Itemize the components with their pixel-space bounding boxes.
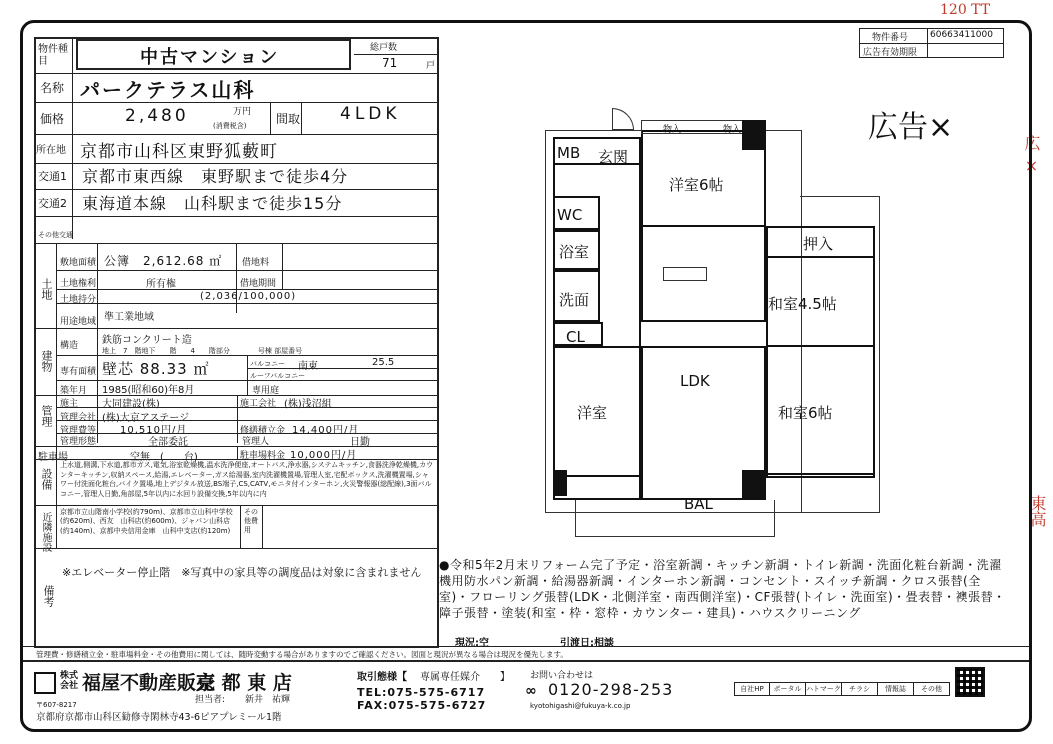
company-prefix: 株式会社 (60, 671, 79, 691)
remarks-text: ※エレベーター停止階 ※写真中の家具等の調度品は対象に含まれません (62, 566, 422, 579)
price-unit: 万円 (233, 107, 252, 117)
media-checklist (734, 682, 950, 696)
inquiry-label: お問い合わせは (530, 671, 594, 681)
parking-status: 空無 ( 台) (130, 452, 198, 463)
current-status: 現況:空 (455, 638, 489, 649)
deal-type: 専属専任媒介 (420, 672, 480, 683)
land-share-label: 土地持分 (60, 295, 97, 305)
address: 京都市山科区東野狐藪町 (80, 142, 278, 162)
media-item: ポータル (770, 682, 806, 696)
other-transport-label: その他交通 (38, 231, 73, 239)
structure: 鉄筋コンクリート造 (102, 335, 192, 346)
room-cl: CL (566, 328, 585, 346)
built-label: 築年月 (60, 386, 88, 396)
transport2: 東海道本線 山科駅まで徒歩15分 (82, 194, 343, 213)
facilities-text: 上水道,側溝,下水道,都市ガス,電気,浴室乾燥機,温水洗浄便座,オートバス,浄水器,システムキッチン,食器洗浄乾燥機,カウンターキッチン,収納スペース,給湯,エレベーター,ガス給湯器,室内洗濯機置場,管理人室,宅配ボックス,洗濯機置場,シャワー付洗面化粧台,バイク置場,地上デジタル放送,BS端子,CS,CATV,モニタ付インターホン,火災警報器(総配線),3面バルコニー,管理人日勤,角部屋,5年以内に水回り設備交換,5年以内に内 (60, 461, 434, 498)
reform-notes (439, 557, 1007, 621)
storage-top-2: 物入 (723, 125, 742, 135)
repair-fund: 14,400円/月 (292, 425, 360, 436)
room-wc: WC (557, 206, 583, 224)
parking-label: 駐車場 (38, 452, 68, 463)
layout-label: 間取 (276, 112, 301, 126)
lease-label: 借地料 (242, 258, 270, 268)
exclusive-area: 壁芯 88.33 ㎡ (102, 360, 210, 378)
mgmt-company: (株)大京アステージ (102, 413, 190, 424)
handwritten-top-right: 120 TT (940, 2, 991, 18)
land-share: (2,036/100,000) (200, 291, 297, 302)
remarks-label: 備考 (42, 585, 55, 607)
zoning-label: 用途地域 (60, 317, 97, 327)
total-units-label: 総戸数 (370, 43, 398, 53)
price-tax-note: (消費税含) (213, 122, 247, 130)
room-western-6: 洋室6帖 (669, 176, 724, 194)
balcony-label: バルコニー (250, 360, 285, 368)
roof-balcony-label: ルーフバルコニー (250, 372, 306, 380)
property-type-label: 物件種目 (38, 44, 68, 67)
disclaimer: 管理費・修繕積立金・駐車場料金・その他費用に関しては、随時変動する場合がありますのでご確認ください。図面と現況が異なる場合は現況を優先します。 (36, 650, 568, 659)
parking-fee-label: 駐車場料金 (240, 451, 286, 461)
media-item: チラシ (842, 682, 878, 696)
mgmt-form: 全部委託 (148, 437, 188, 448)
room-mb: MB (557, 144, 581, 162)
building-section-label: 建物 (40, 350, 53, 372)
name-label: 名称 (40, 81, 65, 95)
media-item: その他 (914, 682, 950, 696)
land-rights-label: 土地権利 (60, 279, 97, 289)
nearby-label: 近隣施設 (40, 512, 51, 552)
zoning: 準工業地域 (104, 312, 154, 323)
seller-label: 施主 (60, 399, 79, 409)
private-garden-label: 専用庭 (252, 386, 280, 396)
total-units: 71 (382, 56, 398, 70)
fax: FAX:075-575-6727 (357, 699, 487, 712)
room-ldk: LDK (680, 372, 710, 390)
builder-label: 施工会社 (240, 399, 277, 409)
tel: TEL:075-575-6717 (357, 686, 486, 699)
structure-label: 構造 (60, 341, 79, 351)
mgmt-staff: 日勤 (350, 437, 370, 448)
room-japanese-4-5: 和室4.5帖 (768, 295, 837, 313)
parking-fee: 10,000円/月 (290, 450, 358, 461)
transport1: 京都市東西線 東野駅まで徒歩4分 (82, 167, 349, 186)
qr-code-icon[interactable] (955, 667, 985, 697)
media-item: 自社HP (734, 682, 770, 696)
reform-notes-text: ●令和5年2月末リフォーム完了予定・浴室新調・キッチン新調・トイレ新調・洗面化粧台新調・洗濯機用防水パン新調・給湯器新調・インターホン新調・コンセント・スイッチ新調・クロス張替(全室)・フローリング張替(LDK・北側洋室・南西側洋室)・CF張替(トイレ・洗面室)・畳表替・襖張替・障子張替・塗装(和室・枠・窓枠・カウンター・建具)・ハウスクリーニング (439, 558, 1006, 620)
room-washroom: 洗面 (559, 291, 590, 309)
mgmt-fee-label: 管理費等 (60, 426, 97, 436)
company-name: 福屋不動産販売 (82, 672, 216, 694)
staff-label: 担当者: (195, 695, 226, 705)
balcony: BAL (684, 495, 713, 513)
transport2-label: 交通2 (38, 197, 67, 210)
deal-end: 】 (500, 672, 510, 683)
land-area: 公簿 2,612.68 ㎡ (104, 254, 223, 268)
handover: 引渡日:相談 (560, 638, 614, 649)
nearby-text: 京都市立山階南小学校(約790m)、京都市立山科中学校(約620m)、西友 山科店(約600m)、ジャパン山科店(約140m)、京都中央信用金庫 山科中支店(約120m) (60, 508, 233, 535)
branch-name: 京 都 東 店 (196, 672, 292, 694)
balcony-area: 25.5 (372, 357, 395, 368)
repair-fund-label: 修繕積立金 (240, 426, 286, 436)
handwritten-margin-2: 東高 (1028, 495, 1047, 527)
freedial-number[interactable]: 0120-298-253 (548, 680, 674, 699)
room-western: 洋室 (577, 404, 608, 422)
facilities-label: 設備 (40, 468, 53, 490)
company-address: 京都府京都市山科区勧修寺閑林寺43-6ピアプレミール1階 (36, 712, 282, 723)
other-costs-label: その他費用 (244, 508, 258, 534)
seller: 大同建設(株) (102, 399, 160, 410)
company-logo-icon (34, 672, 56, 694)
deal-label: 取引態様【 (357, 672, 407, 683)
units-suffix: 戸 (426, 61, 436, 71)
property-number-label: 物件番号 (872, 33, 909, 43)
floors-line: 地上 7 階地下 階 4 階部分 号棟 部屋番号 (102, 347, 303, 355)
postal-code: 〒607-8217 (36, 701, 77, 709)
ad-mark: 広告× (868, 110, 954, 145)
built: 1985(昭和60)年8月 (102, 385, 195, 396)
builder: (株)浅沼組 (284, 399, 332, 410)
media-item: ハトマーク (806, 682, 842, 696)
mgmt-form-label: 管理形態 (60, 437, 97, 447)
email[interactable]: kyotohigashi@fukuya-k.co.jp (530, 702, 631, 710)
address-label: 所在地 (36, 145, 66, 156)
land-section-label: 土地 (40, 278, 53, 300)
storage-top-1: 物入 (663, 125, 682, 135)
room-entrance: 玄関 (598, 148, 629, 166)
transport1-label: 交通1 (38, 170, 67, 183)
balcony-direction: 南東 (298, 361, 318, 372)
property-name: パークテラス山科 (80, 78, 256, 102)
room-closet: 押入 (803, 235, 834, 253)
land-rights: 所有権 (146, 279, 176, 290)
room-bath: 浴室 (559, 243, 590, 261)
price: 2,480 (125, 106, 189, 126)
handwritten-margin: 広 × (1022, 135, 1041, 176)
property-number: 60663411000 (930, 30, 993, 40)
mgmt-fee: 10,510円/月 (120, 425, 188, 436)
freedial-icon: ∞ (525, 683, 537, 699)
staff-name: 新井 祐輝 (245, 695, 291, 705)
lease-period-label: 借地期間 (240, 279, 277, 289)
management-section-label: 管理 (40, 405, 53, 427)
mgmt-company-label: 管理会社 (60, 413, 97, 423)
price-label: 価格 (40, 112, 65, 126)
room-japanese-6: 和室6帖 (778, 404, 833, 422)
mgmt-staff-label: 管理人 (242, 437, 270, 447)
media-item: 情報誌 (878, 682, 914, 696)
exclusive-area-label: 専有面積 (60, 367, 97, 377)
land-area-label: 敷地面積 (60, 258, 97, 268)
property-type: 中古マンション (140, 47, 280, 68)
ad-valid-label: 広告有効期限 (863, 48, 918, 58)
layout: 4LDK (340, 104, 401, 124)
